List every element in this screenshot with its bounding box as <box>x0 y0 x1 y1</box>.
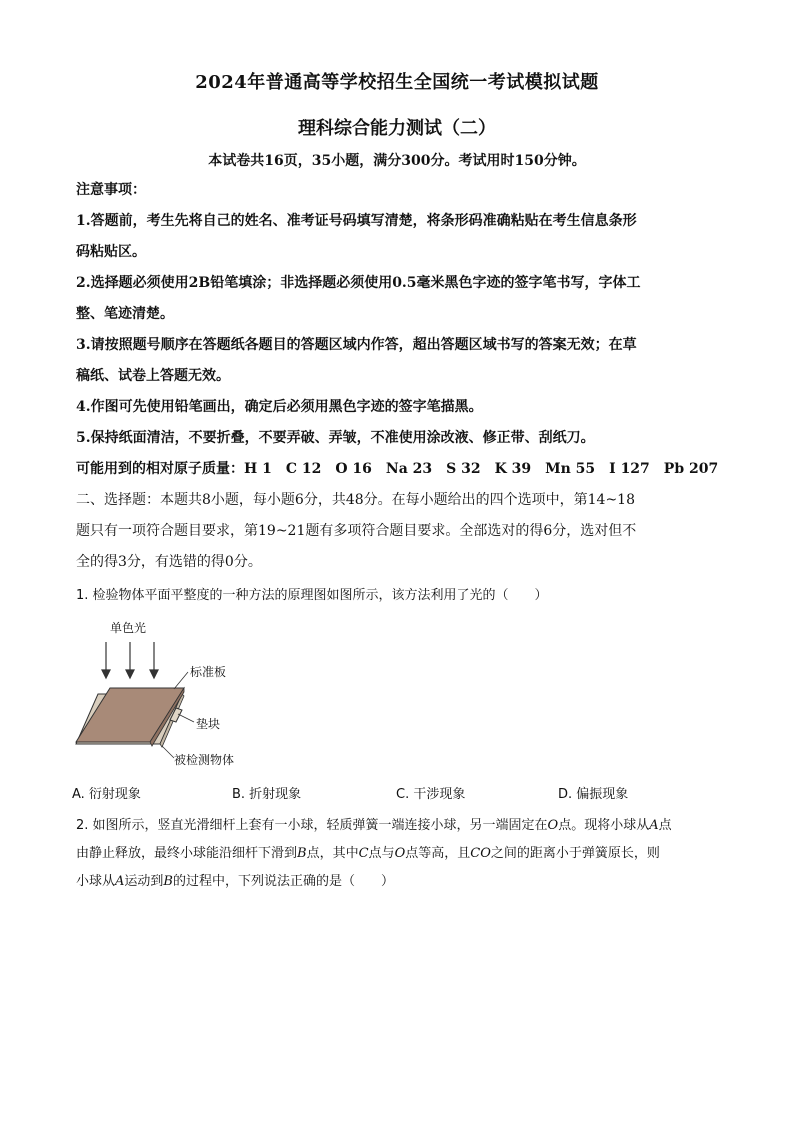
question-1-text: 1. 检验物体平面平整度的一种方法的原理图如图所示，该方法利用了光的（ ） <box>76 588 548 603</box>
q2-var: C <box>358 846 369 861</box>
section-line: 全的得3分，有选错的得0分。 <box>76 554 262 570</box>
q2-text: 点 <box>658 818 672 833</box>
atomic-mass-line: 可能用到的相对原子质量：H 1 C 12 O 16 Na 23 S 32 K 39 Mn 55 I 127 Pb 207 <box>76 461 719 477</box>
label-standard-plate: 标准板 <box>190 665 227 679</box>
q2-text: 由静止释放，最终小球能沿细杆下滑到 <box>76 846 298 861</box>
q2-text: 之间的距离小于弹簧原长，则 <box>490 846 660 861</box>
option-a[interactable]: A. 衍射现象 <box>72 787 141 802</box>
notes-block <box>76 175 726 485</box>
section-line: 题只有一项符合题目要求，第19~21题有多项符合题目要求。全部选对的得6分，选对但不 <box>76 523 637 539</box>
notes-line: 4.作图可先使用铅笔画出，确定后必须用黑色字迹的签字笔描黑。 <box>76 399 483 415</box>
q2-text: 2. 如图所示，竖直光滑细杆上套有一小球，轻质弹簧一端连接小球，另一端固定在 <box>76 818 548 833</box>
section-line: 二、选择题：本题共8小题，每小题6分，共48分。在每小题给出的四个选项中，第14~18 <box>76 492 635 508</box>
q2-text: 小球从 <box>76 874 116 889</box>
notes-line: 5.保持纸面清洁，不要折叠，不要弄破、弄皱，不准使用涂改液、修正带、刮纸刀。 <box>76 430 595 446</box>
question-1-options <box>0 783 794 807</box>
q2-var: O <box>394 846 406 861</box>
label-monochromatic-light: 单色光 <box>110 621 147 635</box>
notes-line: 1.答题前，考生先将自己的姓名、准考证号码填写清楚，将条形码准确粘贴在考生信息条形 <box>76 213 637 229</box>
q2-text: 点，其中 <box>306 846 359 861</box>
notes-line: 3.请按照题号顺序在答题纸各题目的答题区域内作答，超出答题区域书写的答案无效；在草 <box>76 337 637 353</box>
q2-text: 运动到 <box>124 874 164 889</box>
q2-var: B <box>163 874 173 889</box>
notes-line: 码粘贴区。 <box>76 244 146 260</box>
notes-line: 2.选择题必须使用2B铅笔填涂；非选择题必须使用0.5毫米黑色字迹的签字笔书写，字体工 <box>76 275 641 291</box>
question-1-stem <box>76 582 726 610</box>
section-2-instructions <box>76 485 726 578</box>
q2-var: O <box>547 818 559 833</box>
exam-title: 2024年普通高等学校招生全国统一考试模拟试题 <box>195 72 599 93</box>
question-1-figure <box>70 616 270 776</box>
exam-subtitle: 理科综合能力测试（二） <box>298 118 496 139</box>
option-b[interactable]: B. 折射现象 <box>232 787 302 802</box>
notes-line: 稿纸、试卷上答题无效。 <box>76 368 230 384</box>
q2-text: 的过程中，下列说法正确的是（ ） <box>172 874 394 889</box>
exam-info: 本试卷共16页，35小题，满分300分。考试用时150分钟。 <box>208 153 586 169</box>
q2-var: A <box>649 818 659 833</box>
q2-var: B <box>297 846 307 861</box>
notes-line: 整、笔迹清楚。 <box>76 306 174 322</box>
question-2-stem <box>76 812 726 896</box>
question-2-line-1 <box>76 812 726 840</box>
notes-heading: 注意事项： <box>76 182 146 198</box>
q2-text: 点等高，且 <box>405 846 471 861</box>
q2-text: 点与 <box>368 846 395 861</box>
q2-var: CO <box>470 846 491 861</box>
option-d[interactable]: D. 偏振现象 <box>558 787 629 802</box>
question-2-line-3 <box>76 868 726 896</box>
q2-text: 点。现将小球从 <box>558 818 650 833</box>
light-arrows <box>102 642 158 678</box>
label-spacer-block: 垫块 <box>196 717 221 731</box>
option-c[interactable]: C. 干涉现象 <box>396 787 466 802</box>
q2-var: A <box>115 874 125 889</box>
question-2-line-2 <box>76 840 726 868</box>
label-tested-object: 被检测物体 <box>174 753 235 767</box>
